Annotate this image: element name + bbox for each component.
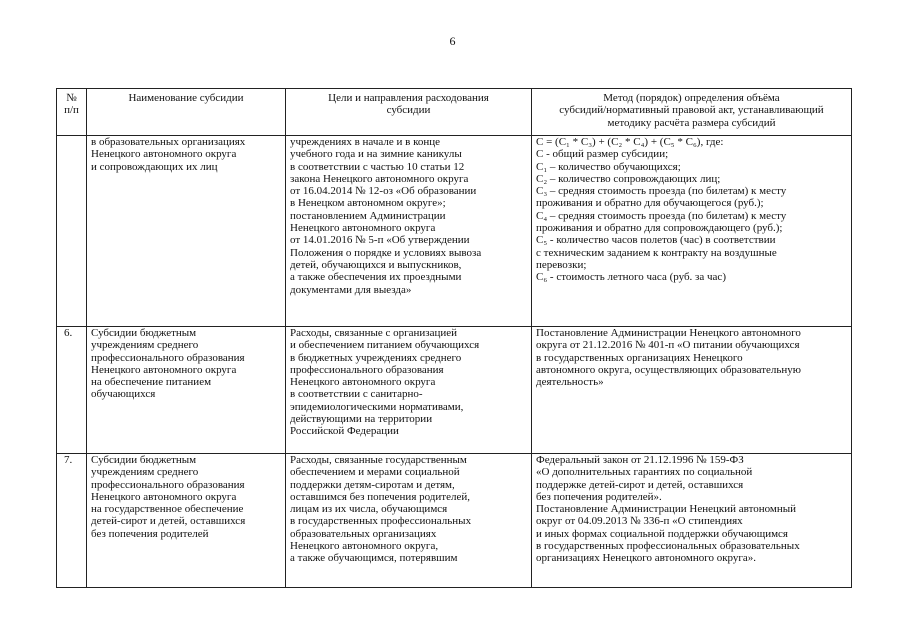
text-line: Ненецкого автономного округа [91,363,237,376]
text-line: с техническим заданием к контракту на воздушные [536,246,777,259]
method-cell [532,327,852,454]
text-line: Положения о порядке и условиях вывоза [290,246,482,259]
table-row-continuation [57,136,852,327]
text-line: С₂ – количество сопровождающих лиц; [536,172,721,185]
text-line: Постановление Администрации Ненецкого автономного [536,327,801,339]
text-line: эпидемиологическими нормативами, [290,400,464,413]
table-row-6 [57,327,852,454]
text-line: учреждениях в начале и в конце [290,136,441,148]
method-cell [532,454,852,588]
text-line: в государственных профессиональных [290,515,472,528]
text-line: в бюджетных учреждениях среднего [290,351,462,364]
text-line: округа от 21.12.2016 № 401-п «О питании обучающихся [536,339,800,352]
text-line: п/п [64,104,79,117]
text-line: С₄ – средняя стоимость проезда (по билетам) к месту [536,209,787,222]
row-number [57,136,87,327]
text-line: субсидии [386,104,431,117]
text-line: без попечения родителей». [536,490,662,503]
text-line: С₃ – средняя стоимость проезда (по билетам) к месту [536,185,787,198]
text-line: в соответствии с частью 10 статьи 12 [290,160,465,173]
row-number: 6. [57,327,87,454]
text-line: обучающихся [91,388,156,401]
text-line: обеспечением и мерами социальной [290,466,460,479]
row-number: 7. [57,454,87,588]
purpose-cell [286,454,532,588]
text-line: на государственное обеспечение [91,503,244,516]
text-line: а также обучающимся, потерявшим [290,552,458,565]
text-line: Расходы, связанные государственным [290,454,467,466]
text-line: учреждениям среднего [91,339,199,352]
text-line: и сопровождающих их лиц [91,160,218,173]
text-line: от 16.04.2014 № 12-оз «Об образовании [290,185,477,198]
text-line: а также обеспечения их проездными [290,271,462,284]
text-line: деятельность» [536,376,604,389]
text-line: профессионального образования [290,363,444,376]
text-line: в государственных профессиональных образовательных [536,540,800,553]
text-line: Субсидии бюджетным [91,327,197,339]
subsidy-table [56,88,852,588]
page-number: 6 [449,34,456,48]
text-line: в государственных организациях Ненецкого [536,351,743,364]
text-line: Федеральный закон от 21.12.1996 № 159-ФЗ [536,454,744,466]
header-method [532,89,852,136]
text-line: округ от 04.09.2013 № 336-п «О стипендиях [536,515,743,528]
text-line: и обеспечением питанием обучающихся [290,339,480,352]
method-cell [532,136,852,327]
text-line: в соответствии с санитарно- [290,388,423,401]
subsidy-name-cell [87,327,286,454]
text-line: учебного года и на зимние каникулы [290,148,462,161]
text-line: профессионального образования [91,351,245,364]
text-line: автономного округа, осуществляющих образовательную [536,363,802,376]
text-line: Расходы, связанные с организацией [290,327,458,339]
text-line: документами для выезда» [290,283,412,296]
text-line: Ненецкого автономного округа [91,490,237,503]
text-line: проживания и обратно для обучающегося (руб.); [536,197,764,210]
text-line: субсидий/нормативный правовой акт, устанавливающий [559,104,824,117]
text-line: от 14.01.2016 № 5-п «Об утверждении [290,234,470,247]
text-line: на обеспечение питанием [91,376,212,389]
subsidy-name-cell [87,136,286,327]
text-line: организациях Ненецкого автономного округа». [536,552,757,565]
text-line: образовательных организациях [290,527,437,540]
text-line: С₆ - стоимость летного часа (руб. за час) [536,271,726,284]
text-line: Наименование субсидии [128,92,244,104]
text-line: Ненецкого автономного округа [290,222,436,235]
text-line: детей-сирот и детей, оставшихся [91,515,246,528]
text-line: Ненецкого автономного округа, [290,540,439,553]
header-number [57,89,87,136]
header-row [57,89,852,136]
text-line: поддержки детям-сиротам и детям, [290,478,455,491]
text-line: действующими на территории [290,413,433,426]
text-line: постановлением Администрации [290,209,446,222]
subsidy-name-cell [87,454,286,588]
text-line: закона Ненецкого автономного округа [290,172,469,185]
text-line: Российской Федерации [290,425,399,438]
header-subsidy-name [87,89,286,136]
text-line: и иных формах социальной поддержки обучающимся [536,527,788,540]
text-line: № [66,92,77,104]
text-line: Ненецкого автономного округа [290,376,436,389]
text-line: Цели и направления расходования [328,92,489,104]
purpose-cell [286,327,532,454]
table-row-7 [57,454,852,588]
text-line: проживания и обратно для сопровождающего (руб.); [536,222,783,235]
text-line: Метод (порядок) определения объёма [603,92,780,104]
text-line: С - общий размер субсидии; [536,148,669,161]
text-line: профессионального образования [91,478,245,491]
text-line: поддержке детей-сирот и детей, оставшихся [536,478,744,491]
text-line: Субсидии бюджетным [91,454,197,466]
text-line: С₅ - количество часов полетов (час) в соответствии [536,234,776,247]
text-line: Ненецкого автономного округа [91,148,237,161]
text-line: в образовательных организациях [91,136,246,148]
text-line: учреждениям среднего [91,466,199,479]
text-line: С = (С₁ * С₃) + (С₂ * С₄) + (С₅ * С₆), где: [536,136,724,148]
text-line: перевозки; [536,258,587,271]
text-line: лицам из их числа, обучающимся [290,503,448,516]
text-line: без попечения родителей [91,527,209,540]
text-line: в Ненецком автономном округе»; [290,197,446,210]
text-line: Постановление Администрации Ненецкий автономный [536,503,797,516]
purpose-cell [286,136,532,327]
text-line: методику расчёта размера субсидий [607,116,776,129]
text-line: детей, обучающихся и выпускников, [290,258,462,271]
text-line: оставшимся без попечения родителей, [290,490,470,503]
text-line: С₁ – количество обучающихся; [536,160,681,173]
text-line: «О дополнительных гарантиях по социальной [536,466,753,479]
header-purpose [286,89,532,136]
